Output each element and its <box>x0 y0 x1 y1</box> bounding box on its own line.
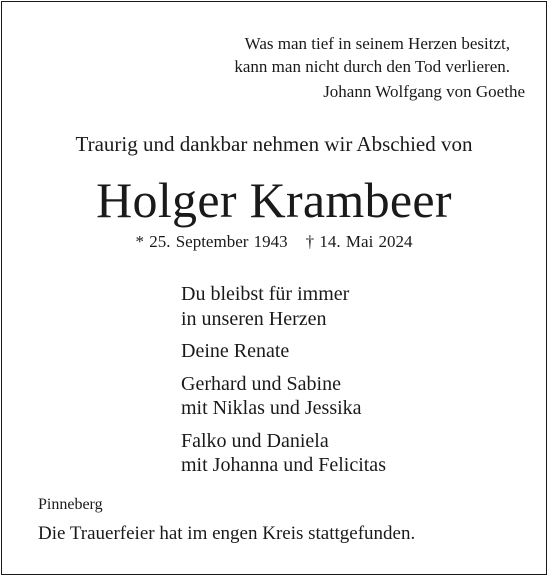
signer-gerhard-family <box>181 372 386 421</box>
signer-line: Deine Renate <box>181 340 290 362</box>
location: Pinneberg <box>38 496 103 513</box>
quote-author: Johann Wolfgang von Goethe <box>323 82 525 101</box>
signers-block <box>181 282 386 486</box>
signer-line: Falko und Daniela <box>181 429 329 452</box>
message-line-2: in unseren Herzen <box>181 307 327 330</box>
signer-line: Gerhard und Sabine <box>181 372 341 395</box>
goethe-quote <box>234 32 510 78</box>
life-dates <box>0 231 548 253</box>
quote-line-2: kann man nicht durch den Tod verlieren. <box>234 57 510 76</box>
deceased-name: Holger Krambeer <box>96 172 452 228</box>
signer-children-line: mit Johanna und Felicitas <box>181 454 386 476</box>
message-line-1: Du bleibst für immer <box>181 283 350 305</box>
quote-line-1: Was man tief in seinem Herzen besitzt, <box>244 34 510 53</box>
signer-children-line: mit Niklas und Jessika <box>181 397 362 419</box>
birth-date: * 25. September 1943 <box>135 232 288 251</box>
farewell-message <box>181 282 386 331</box>
funeral-note: Die Trauerfeier hat im engen Kreis stattgefunden. <box>38 523 416 544</box>
signer-renate <box>181 339 386 364</box>
intro-text: Traurig und dankbar nehmen wir Abschied von <box>75 132 473 156</box>
signer-falko-family <box>181 429 386 478</box>
death-date: † 14. Mai 2024 <box>305 232 413 251</box>
